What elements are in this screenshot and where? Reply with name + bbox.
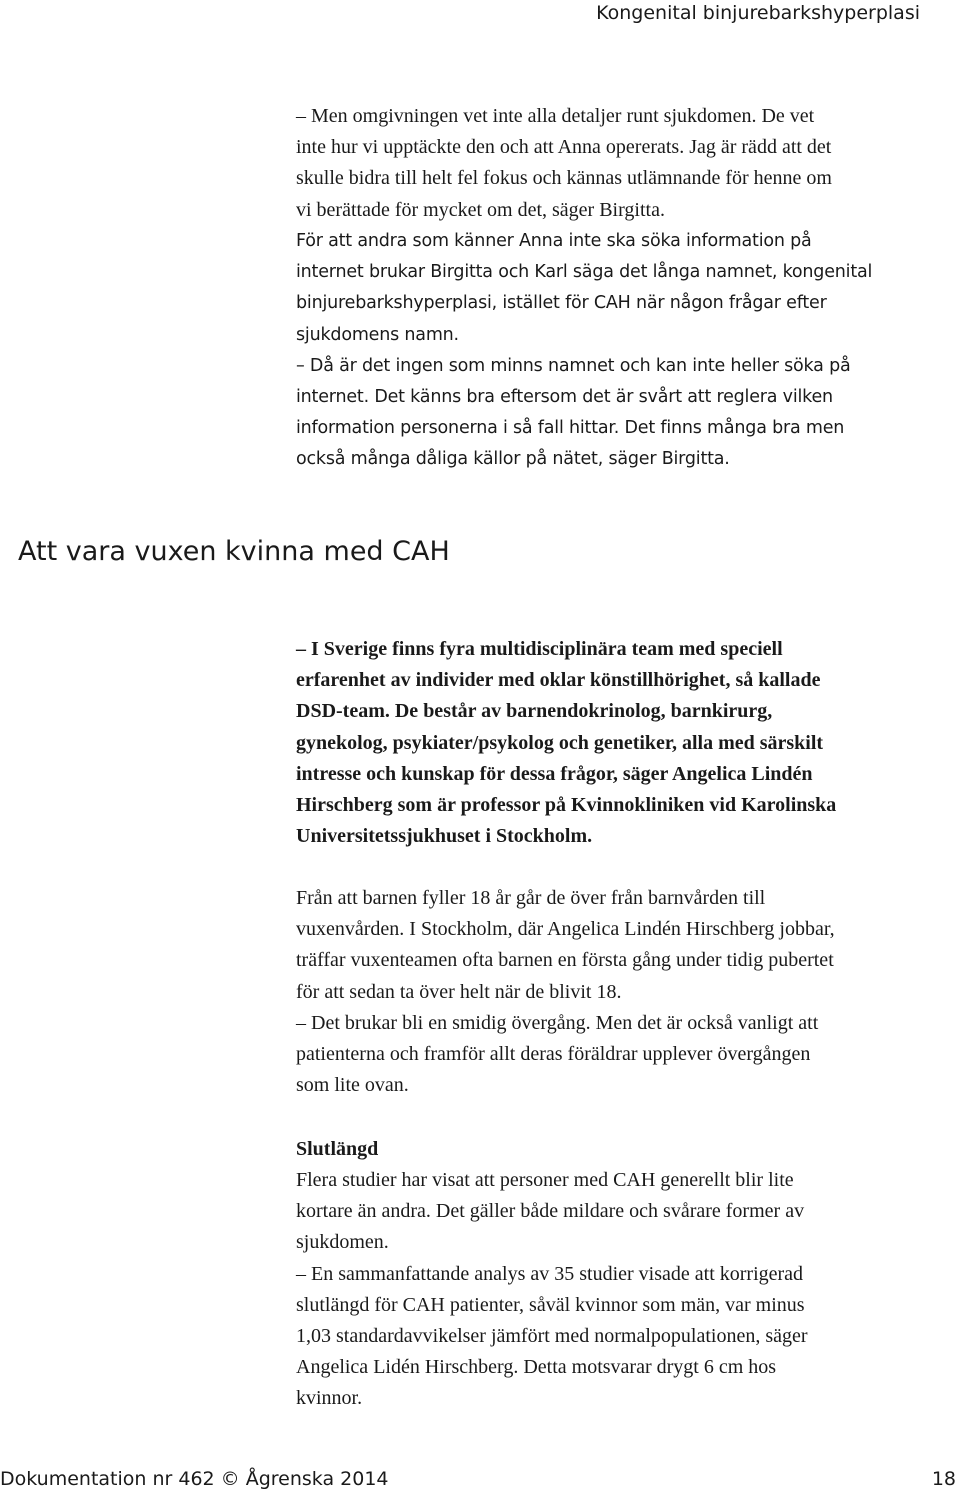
text-line: – Men omgivningen vet inte alla detaljer runt sjukdomen. De vet [296,105,815,127]
body-paragraph [296,883,936,1101]
text-line: slutlängd för CAH patienter, såväl kvinnor som män, var minus [296,1293,805,1316]
text-line: inte hur vi upptäckte den och att Anna opererats. Jag är rädd att det [296,136,832,159]
text-line: sjukdomens namn. [296,324,459,345]
text-line: binjurebarkshyperplasi, istället för CAH när någon frågar efter [296,293,827,314]
text-line: information personerna i så fall hittar. Det finns många bra men [296,418,845,439]
text-line: intresse och kunskap för dessa frågor, säger Angelica Lindén [296,762,813,785]
text-line: DSD-team. De består av barnendokrinolog, barnkirurg, [296,700,773,723]
text-line: träffar vuxenteamen ofta barnen en första gång under tidig pubertet [296,949,834,972]
text-line: sjukdomen. [296,1231,389,1254]
footer-publication: Dokumentation nr 462 © Ågrenska 2014 [0,1468,389,1490]
text-line: För att andra som känner Anna inte ska söka information på [296,231,812,251]
text-line: som lite ovan. [296,1074,409,1097]
running-header-title: Kongenital binjurebarkshyperplasi [596,2,920,24]
text-line: Universitetssjukhuset i Stockholm. [296,825,593,848]
subsection-paragraph [296,1165,936,1415]
text-line: – Det brukar bli en smidig övergång. Men det är också vanligt att [296,1011,819,1034]
text-line: patienterna och framför allt deras föräldrar upplever övergången [296,1043,811,1066]
text-line: – I Sverige finns fyra multidisciplinära team med speciell [296,638,783,660]
text-line: gynekolog, psykiater/psykolog och genetiker, alla med särskilt [296,731,824,754]
text-line: – En sammanfattande analys av 35 studier visade att korrigerad [296,1262,804,1285]
text-line: – Då är det ingen som minns namnet och kan inte heller söka på [296,355,851,376]
section-heading: Att vara vuxen kvinna med CAH [18,536,450,567]
page-number: 18 [931,1468,956,1490]
text-line: kortare än andra. Det gäller både mildare och svårare former av [296,1200,805,1223]
text-line: vuxenvården. I Stockholm, där Angelica Lindén Hirschberg jobbar, [296,918,835,941]
text-line: skulle bidra till helt fel fokus och kännas utlämnande för henne om [296,167,832,190]
intro-sans-paragraph [296,226,936,476]
text-line: Hirschberg som är professor på Kvinnokliniken vid Karolinska [296,794,837,817]
text-line: internet. Det känns bra eftersom det är svårt att reglera vilken [296,387,833,408]
text-line: också många dåliga källor på nätet, säger Birgitta. [296,449,730,470]
lead-paragraph [296,634,936,852]
text-line: Flera studier har visat att personer med CAH generellt blir lite [296,1169,794,1191]
text-line: internet brukar Birgitta och Karl säga det långa namnet, kongenital [296,262,873,283]
intro-quote-paragraph [296,101,936,226]
text-line: 1,03 standardavvikelser jämfört med normalpopulationen, säger [296,1325,808,1348]
text-line: Från att barnen fyller 18 år går de över från barnvården till [296,887,766,909]
text-line: kvinnor. [296,1387,363,1410]
text-line: Angelica Lidén Hirschberg. Detta motsvarar drygt 6 cm hos [296,1356,777,1379]
text-line: vi berättade för mycket om det, säger Birgitta. [296,198,665,221]
subsection-heading: Slutlängd [296,1138,379,1160]
text-line: för att sedan ta över helt när de blivit 18. [296,980,622,1003]
text-line: erfarenhet av individer med oklar könstillhörighet, så kallade [296,669,821,692]
